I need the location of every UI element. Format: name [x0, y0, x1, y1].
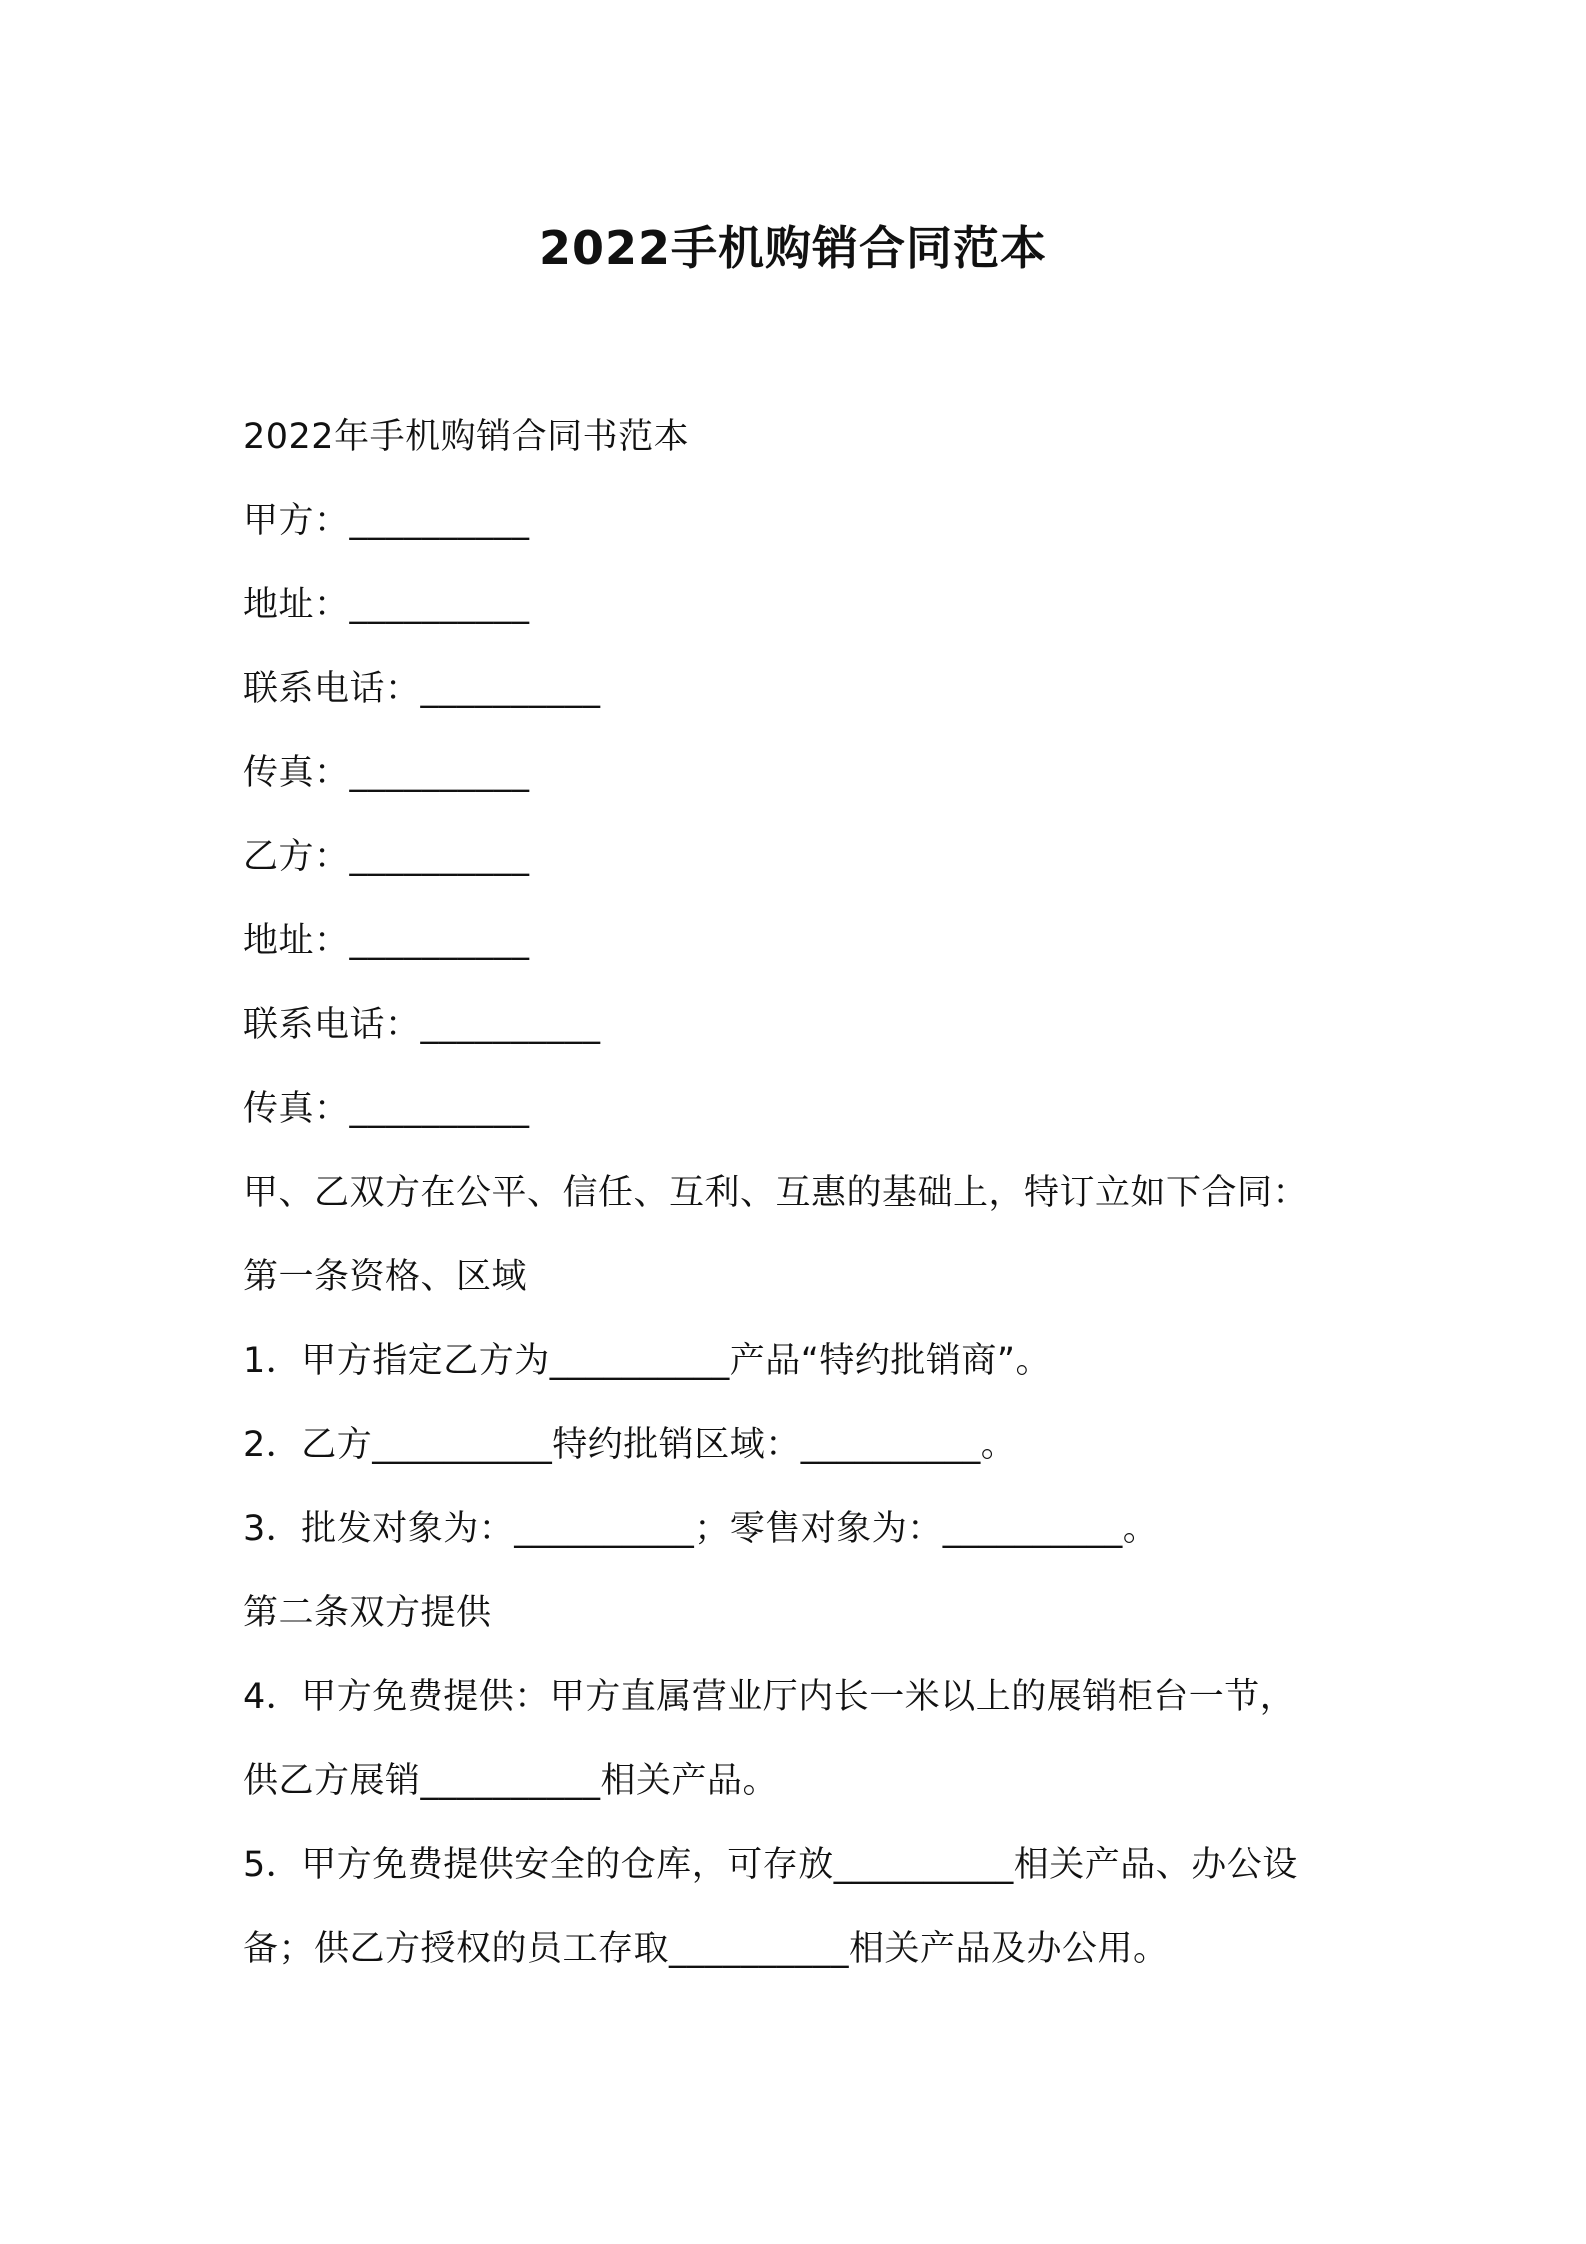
clause-4-line-1: 4．甲方免费提供：甲方直属营业厅内长一米以上的展销柜台一节， [243, 1677, 1296, 1717]
clause-4-line-2: 供乙方展销__________相关产品。 [243, 1761, 779, 1801]
subtitle-line: 2022年手机购销合同书范本 [243, 417, 690, 457]
article-1-heading: 第一条资格、区域 [243, 1257, 528, 1297]
clause-1-line: 1．甲方指定乙方为__________产品“特约批销商”。 [243, 1341, 1052, 1381]
party-a-address-line: 地址：__________ [243, 585, 530, 625]
preamble-line: 甲、乙双方在公平、信任、互利、互惠的基础上，特订立如下合同： [243, 1173, 1309, 1213]
document-title: 2022手机购销合同范本 [538, 221, 1048, 275]
party-a-phone-line: 联系电话：__________ [243, 669, 601, 709]
document-body [243, 395, 1373, 1991]
party-b-phone-line: 联系电话：__________ [243, 1005, 601, 1045]
party-b-address-line: 地址：__________ [243, 921, 530, 961]
article-2-heading: 第二条双方提供 [243, 1593, 492, 1633]
clause-2-line: 2．乙方__________特约批销区域：__________。 [243, 1425, 1017, 1465]
party-a-name-line: 甲方：__________ [243, 501, 530, 541]
party-b-name-line: 乙方：__________ [243, 837, 530, 877]
party-b-fax-line: 传真：__________ [243, 1089, 530, 1129]
clause-3-line: 3．批发对象为：__________；零售对象为：__________。 [243, 1509, 1159, 1549]
clause-5-line-1: 5．甲方免费提供安全的仓库，可存放__________相关产品、办公设 [243, 1845, 1298, 1885]
clause-5-line-2: 备；供乙方授权的员工存取__________相关产品及办公用。 [243, 1929, 1169, 1969]
party-a-fax-line: 传真：__________ [243, 753, 530, 793]
